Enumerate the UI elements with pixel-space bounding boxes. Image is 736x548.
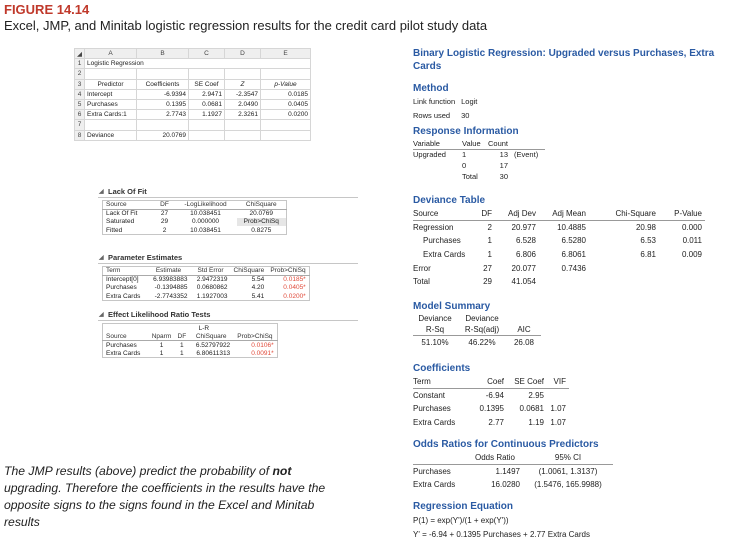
table-cell: 26.08 xyxy=(513,337,535,347)
table-cell: 30 xyxy=(461,110,470,120)
excel-cell[interactable]: 2.7743 xyxy=(137,110,189,120)
table-cell: 6.528 xyxy=(515,236,536,246)
table-row xyxy=(413,221,705,235)
column-header: VIF xyxy=(547,375,569,389)
table-row xyxy=(413,149,545,160)
excel-column-header-row xyxy=(75,49,311,59)
table-row xyxy=(413,416,569,430)
table-cell: -0.1394885 xyxy=(154,284,188,292)
column-header: Adj Dev xyxy=(495,207,539,221)
column-header: Term xyxy=(103,267,147,276)
table-cell: (1.0061, 1.3137) xyxy=(538,467,598,477)
excel-cell[interactable]: 0.0200 xyxy=(261,110,311,120)
table-cell: 0.0680862 xyxy=(196,284,228,292)
minitab-coefficients-table xyxy=(413,375,569,429)
column-header: Source xyxy=(413,207,473,221)
table-row xyxy=(103,284,310,293)
excel-cell[interactable]: 2.0490 xyxy=(225,99,261,109)
disclosure-triangle-icon[interactable]: ◢ xyxy=(99,189,104,195)
table-header-row xyxy=(103,332,278,341)
column-header: Variable xyxy=(413,138,459,149)
excel-row xyxy=(75,59,311,69)
column-header: Source xyxy=(103,201,155,210)
excel-row-number[interactable]: 1 xyxy=(75,59,85,69)
minitab-response-table xyxy=(413,138,545,182)
excel-cell[interactable] xyxy=(85,120,137,130)
excel-cell[interactable]: 0.1395 xyxy=(137,99,189,109)
table-header-row xyxy=(413,313,541,324)
table-header-row xyxy=(413,451,613,465)
table-row xyxy=(103,341,278,350)
minitab-title: Binary Logistic Regression: Upgraded versus Purchases, Extra Cards xyxy=(413,48,715,72)
jmp-lack-of-fit-section xyxy=(98,186,358,235)
table-cell: 0.1395 xyxy=(479,404,504,414)
table-row xyxy=(413,389,569,403)
table-cell: 29 xyxy=(483,277,492,287)
table-cell: 10.4885 xyxy=(557,223,586,233)
table-row xyxy=(103,275,310,284)
excel-row xyxy=(75,89,311,99)
table-header-row xyxy=(413,324,541,335)
column-header: DF xyxy=(175,332,190,341)
table-cell: 0.0405* xyxy=(283,284,306,292)
table-row xyxy=(413,234,705,248)
jmp-effect-lr-table xyxy=(102,323,278,358)
column-header: Estimate xyxy=(147,267,191,276)
table-cell: 1 xyxy=(462,150,467,160)
jmp-section-header[interactable] xyxy=(98,186,358,198)
minitab-odds-ratios-section xyxy=(413,438,613,492)
table-cell: 20.98 xyxy=(635,223,656,233)
table-cell: 5.41 xyxy=(251,292,265,300)
section-title: Model Summary xyxy=(413,301,491,312)
minitab-response-section xyxy=(413,125,545,182)
table-cell: Extra Cards xyxy=(106,349,141,357)
table-cell: Extra Cards xyxy=(106,292,141,300)
jmp-section-header[interactable] xyxy=(98,252,358,264)
table-cell: 0.009 xyxy=(681,250,702,260)
excel-cell[interactable] xyxy=(261,130,311,140)
table-cell: 0.0185* xyxy=(283,276,306,284)
column-header: -LogLikelihood xyxy=(175,201,237,210)
table-cell: Purchases xyxy=(106,341,137,349)
table-cell: Lack Of Fit xyxy=(106,210,138,218)
excel-cell[interactable]: Deviance xyxy=(85,130,137,140)
table-cell: 0.8275 xyxy=(251,226,272,234)
excel-cell[interactable] xyxy=(189,69,225,79)
column-header: P-Value xyxy=(659,207,705,221)
table-cell: 46.22% xyxy=(468,337,496,347)
table-cell: 20.977 xyxy=(511,223,536,233)
table-cell: 20.077 xyxy=(511,263,536,273)
table-cell: 10.038451 xyxy=(190,226,221,234)
excel-cell[interactable]: 0.0681 xyxy=(189,99,225,109)
excel-cell[interactable]: 0.0185 xyxy=(261,89,311,99)
column-header: Deviance xyxy=(418,314,452,323)
excel-cell[interactable] xyxy=(261,69,311,79)
column-header: DF xyxy=(473,207,495,221)
excel-corner-cell[interactable]: ◢ xyxy=(75,49,85,59)
excel-row-number[interactable]: 2 xyxy=(75,69,85,79)
table-cell: 0.0200* xyxy=(283,292,306,300)
table-cell: 2 xyxy=(487,223,492,233)
excel-row-number[interactable]: 8 xyxy=(75,130,85,140)
table-cell: 27 xyxy=(160,210,169,218)
excel-cell[interactable]: p-Value xyxy=(261,79,311,89)
column-header: ChiSquare xyxy=(189,332,233,341)
note-text: The JMP results (above) predict the probability of xyxy=(4,464,273,478)
table-cell: Regression xyxy=(413,223,454,233)
excel-cell[interactable]: 20.0769 xyxy=(137,130,189,140)
column-header: AIC xyxy=(507,324,541,335)
table-row xyxy=(103,349,278,358)
column-header: Prob>ChiSq xyxy=(233,332,277,341)
table-row xyxy=(103,292,310,301)
table-cell: 6.5280 xyxy=(561,236,586,246)
table-cell: 6.8061 xyxy=(561,250,586,260)
excel-row xyxy=(75,99,311,109)
column-header: Chi-Square xyxy=(589,207,659,221)
table-cell: (1.5476, 165.9988) xyxy=(534,480,602,490)
table-cell: -2.7743352 xyxy=(154,292,188,300)
excel-cell[interactable]: Coefficients xyxy=(137,79,189,89)
table-row xyxy=(103,226,287,235)
table-row xyxy=(413,248,705,262)
table-cell: 1.1497 xyxy=(495,467,520,477)
table-cell: Rows used xyxy=(413,110,451,120)
table-cell: 1 xyxy=(180,341,184,349)
excel-row xyxy=(75,110,311,120)
disclosure-triangle-icon[interactable]: ◢ xyxy=(99,255,104,261)
excel-cell[interactable]: Extra Cards:1 xyxy=(85,110,137,120)
table-cell: Saturated xyxy=(106,218,135,226)
jmp-section-title: Parameter Estimates xyxy=(108,253,183,262)
table-cell: Purchases xyxy=(413,404,451,414)
excel-cell[interactable]: 1.1927 xyxy=(189,110,225,120)
table-cell: Constant xyxy=(413,391,446,401)
jmp-sign-note xyxy=(4,463,334,531)
table-cell: Link function xyxy=(413,97,456,107)
table-row xyxy=(413,335,541,349)
excel-cell[interactable] xyxy=(137,120,189,130)
excel-row xyxy=(75,69,311,79)
table-cell: Prob>ChiSq xyxy=(237,218,287,227)
table-row xyxy=(413,171,545,182)
minitab-method-table xyxy=(413,95,480,122)
table-cell: 0.000000 xyxy=(191,218,220,226)
table-row xyxy=(413,95,480,109)
excel-cell[interactable] xyxy=(225,120,261,130)
figure-label: FIGURE 14.14 xyxy=(4,2,90,17)
table-cell: 1 xyxy=(180,349,184,357)
column-header: L-R xyxy=(198,324,210,332)
table-cell: Fitted xyxy=(106,226,123,234)
table-row xyxy=(413,465,613,479)
excel-cell[interactable]: 2.3261 xyxy=(225,110,261,120)
column-header: ChiSquare xyxy=(231,267,268,276)
excel-cell[interactable] xyxy=(225,69,261,79)
excel-cell[interactable]: Logistic Regression xyxy=(85,59,311,69)
table-cell: 0 xyxy=(462,161,467,170)
minitab-odds-ratios-table xyxy=(413,451,613,492)
table-cell: 1 xyxy=(487,250,492,260)
section-title: Coefficients xyxy=(413,363,471,374)
excel-row-number[interactable]: 5 xyxy=(75,99,85,109)
column-header: R-Sq(adj) xyxy=(457,324,507,335)
excel-row xyxy=(75,130,311,140)
jmp-effect-lr-section xyxy=(98,309,358,358)
excel-column-header[interactable]: D xyxy=(225,49,261,59)
column-header: Adj Mean xyxy=(539,207,589,221)
column-header: 95% CI xyxy=(523,451,613,465)
excel-row xyxy=(75,79,311,89)
table-cell: 27 xyxy=(483,263,492,273)
column-header: Term xyxy=(413,375,467,389)
column-header: ChiSquare xyxy=(237,201,287,210)
table-cell: 20.0769 xyxy=(249,210,273,218)
note-text: upgrading. Therefore the coefficients in the results have the opposite signs to the signs found in the Excel and Minitab results xyxy=(4,481,326,529)
table-cell: 2.77 xyxy=(488,418,504,428)
table-row xyxy=(413,402,569,416)
jmp-lack-of-fit-table xyxy=(102,200,287,235)
section-title: Regression Equation xyxy=(413,501,514,512)
table-row xyxy=(103,218,287,227)
excel-row-number[interactable]: 3 xyxy=(75,79,85,89)
minitab-model-summary-table xyxy=(413,313,541,349)
excel-cell[interactable] xyxy=(189,130,225,140)
table-cell: Upgraded xyxy=(413,150,446,160)
table-cell: Logit xyxy=(461,97,478,107)
table-cell: 0.0681 xyxy=(519,404,544,414)
excel-row xyxy=(75,120,311,130)
table-cell: Intercept[0] xyxy=(106,276,139,284)
excel-worksheet xyxy=(74,48,311,141)
column-header: Source xyxy=(103,332,149,341)
excel-cell[interactable]: Predictor xyxy=(85,79,137,89)
table-row xyxy=(103,209,287,218)
excel-cell[interactable] xyxy=(225,130,261,140)
excel-cell[interactable]: -2.3547 xyxy=(225,89,261,99)
section-title: Response Information xyxy=(413,126,519,137)
section-title: Deviance Table xyxy=(413,195,486,206)
table-cell: 6.806 xyxy=(515,250,536,260)
excel-column-header[interactable]: C xyxy=(189,49,225,59)
minitab-coefficients-section xyxy=(413,362,569,429)
table-cell: 2.9472319 xyxy=(196,276,228,284)
table-cell: 41.054 xyxy=(511,277,536,287)
table-cell: 1.1927003 xyxy=(196,292,228,300)
table-cell: 1 xyxy=(487,236,492,246)
table-row xyxy=(413,160,545,171)
table-cell: Purchases xyxy=(413,467,451,477)
table-cell: 6.81 xyxy=(640,250,656,260)
excel-cell[interactable] xyxy=(261,120,311,130)
figure-caption: Excel, JMP, and Minitab logistic regression results for the credit card pilot study data xyxy=(4,18,488,33)
excel-cell[interactable] xyxy=(137,69,189,79)
table-cell: 30 xyxy=(499,172,509,181)
equation-line: Y' = -6.94 + 0.1395 Purchases + 2.77 Extra Cards xyxy=(413,530,590,539)
note-emphasis: not xyxy=(272,464,292,478)
table-cell: 6.53 xyxy=(640,236,656,246)
table-row xyxy=(413,275,705,289)
column-header: Count xyxy=(485,138,511,149)
table-header-row xyxy=(103,324,278,333)
table-header-row xyxy=(413,207,705,221)
table-cell: 2.95 xyxy=(528,391,544,401)
table-cell: 6.80611313 xyxy=(196,349,231,357)
table-row xyxy=(413,478,613,492)
table-cell: 4.20 xyxy=(251,284,265,292)
table-cell: Extra Cards xyxy=(423,250,466,260)
excel-cell[interactable]: Intercept xyxy=(85,89,137,99)
table-cell: 6.52797922 xyxy=(195,341,231,349)
table-cell: 0.0091* xyxy=(251,349,274,357)
table-cell: 0.7436 xyxy=(561,263,586,273)
column-header: Value xyxy=(459,138,485,149)
table-cell: 6.93983883 xyxy=(153,276,188,284)
column-header: R-Sq xyxy=(413,324,457,335)
jmp-parameter-estimates-table xyxy=(102,266,310,301)
table-cell: 51.10% xyxy=(421,337,449,347)
column-header: DF xyxy=(155,201,175,210)
table-cell: -6.94 xyxy=(485,391,504,401)
table-cell: Purchases xyxy=(423,236,461,246)
table-cell: 5.54 xyxy=(251,276,265,284)
column-header: Std Error xyxy=(191,267,231,276)
table-header-row xyxy=(103,267,310,276)
table-header-row xyxy=(413,138,545,149)
excel-cell[interactable]: 2.9471 xyxy=(189,89,225,99)
excel-cell[interactable] xyxy=(189,120,225,130)
table-cell: 29 xyxy=(160,218,169,226)
table-cell: 1.07 xyxy=(550,418,566,428)
table-header-row xyxy=(413,375,569,389)
column-header: Odds Ratio xyxy=(467,451,523,465)
table-cell: 1.07 xyxy=(550,404,566,414)
excel-cell[interactable]: -6.9394 xyxy=(137,89,189,99)
column-header: Coef xyxy=(467,375,507,389)
table-cell: 2 xyxy=(162,226,167,234)
minitab-deviance-section xyxy=(413,194,729,289)
column-header: Deviance xyxy=(465,314,499,323)
jmp-section-title: Effect Likelihood Ratio Tests xyxy=(108,310,211,319)
excel-cell[interactable] xyxy=(85,69,137,79)
minitab-method-section xyxy=(413,82,480,122)
table-cell: Error xyxy=(413,263,431,273)
excel-row-number[interactable]: 4 xyxy=(75,89,85,99)
table-cell: (Event) xyxy=(514,150,539,160)
column-header: Nparm xyxy=(149,332,175,341)
jmp-section-header[interactable] xyxy=(98,309,358,321)
excel-cell[interactable]: SE Coef xyxy=(189,79,225,89)
equation-line: P(1) = exp(Y')/(1 + exp(Y')) xyxy=(413,516,509,525)
table-cell: 0.0106* xyxy=(251,341,274,349)
table-cell: 0.000 xyxy=(681,223,702,233)
table-cell: 0.011 xyxy=(682,236,702,246)
table-cell: Extra Cards xyxy=(413,480,456,490)
table-cell: Extra Cards xyxy=(413,418,456,428)
table-header-row xyxy=(103,201,287,210)
section-title: Method xyxy=(413,83,449,94)
jmp-parameter-estimates-section xyxy=(98,252,358,301)
disclosure-triangle-icon[interactable]: ◢ xyxy=(99,312,104,318)
minitab-model-summary-section xyxy=(413,300,541,349)
table-cell: 1.19 xyxy=(528,418,544,428)
table-row xyxy=(413,261,705,275)
table-cell: 1 xyxy=(159,341,164,349)
table-cell: Total xyxy=(413,277,430,287)
excel-cell[interactable]: Z xyxy=(225,79,261,89)
excel-row-number[interactable]: 7 xyxy=(75,120,85,130)
table-cell: 16.0280 xyxy=(491,480,520,490)
section-title: Odds Ratios for Continuous Predictors xyxy=(413,439,599,450)
minitab-deviance-table xyxy=(413,207,705,289)
jmp-section-title: Lack Of Fit xyxy=(108,187,147,196)
table-cell: 17 xyxy=(499,161,509,170)
minitab-regression-equation-section xyxy=(413,500,590,540)
excel-column-header[interactable]: B xyxy=(137,49,189,59)
column-header: SE Coef xyxy=(507,375,547,389)
excel-column-header[interactable]: E xyxy=(261,49,311,59)
table-row xyxy=(413,109,480,123)
table-cell: 10.038451 xyxy=(190,210,221,218)
excel-cell[interactable]: 0.0405 xyxy=(261,99,311,109)
excel-row-number[interactable]: 6 xyxy=(75,110,85,120)
excel-column-header[interactable]: A xyxy=(85,49,137,59)
table-cell: Purchases xyxy=(106,284,137,292)
column-header: Prob>ChiSq xyxy=(267,267,309,276)
table-cell: 13 xyxy=(499,150,509,160)
table-cell: 1 xyxy=(159,349,164,357)
excel-cell[interactable]: Purchases xyxy=(85,99,137,109)
table-cell: Total xyxy=(462,172,478,181)
